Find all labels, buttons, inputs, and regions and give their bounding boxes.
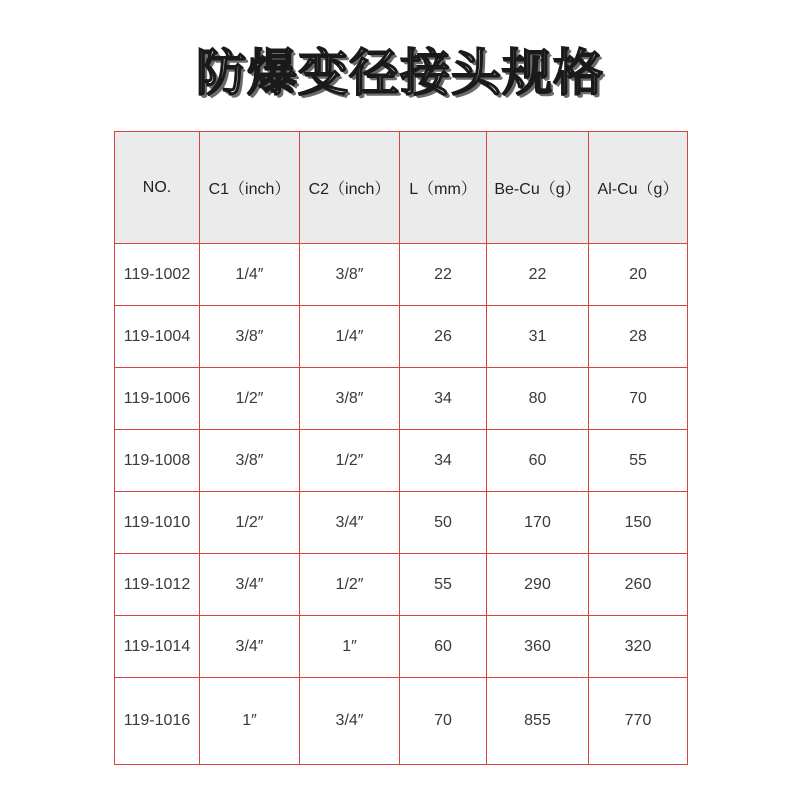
cell-c1: 1/4″ xyxy=(200,244,300,306)
cell-be-cu: 80 xyxy=(487,368,589,430)
cell-no: 119-1006 xyxy=(115,368,200,430)
cell-be-cu: 360 xyxy=(487,616,589,678)
cell-length: 34 xyxy=(400,368,487,430)
cell-al-cu: 150 xyxy=(589,492,688,554)
cell-c2: 3/4″ xyxy=(300,678,400,765)
cell-length: 70 xyxy=(400,678,487,765)
cell-al-cu: 20 xyxy=(589,244,688,306)
cell-length: 55 xyxy=(400,554,487,616)
table-row xyxy=(115,492,688,554)
table-header-row xyxy=(115,132,688,244)
table-row xyxy=(115,616,688,678)
spec-table xyxy=(114,131,688,765)
cell-no: 119-1014 xyxy=(115,616,200,678)
cell-c2: 1/2″ xyxy=(300,554,400,616)
header-length: L（mm） xyxy=(400,132,487,244)
header-no: NO. xyxy=(115,132,200,244)
cell-al-cu: 55 xyxy=(589,430,688,492)
cell-c1: 1/2″ xyxy=(200,368,300,430)
header-c2: C2（inch） xyxy=(300,132,400,244)
table-row xyxy=(115,244,688,306)
page-title: 防爆变径接头规格 xyxy=(196,44,604,102)
header-al-cu: Al-Cu（g） xyxy=(589,132,688,244)
cell-no: 119-1002 xyxy=(115,244,200,306)
cell-al-cu: 28 xyxy=(589,306,688,368)
table-row xyxy=(115,430,688,492)
cell-no: 119-1016 xyxy=(115,678,200,765)
cell-be-cu: 60 xyxy=(487,430,589,492)
cell-c1: 3/8″ xyxy=(200,430,300,492)
cell-c2: 1/2″ xyxy=(300,430,400,492)
cell-be-cu: 31 xyxy=(487,306,589,368)
cell-al-cu: 70 xyxy=(589,368,688,430)
cell-c2: 1/4″ xyxy=(300,306,400,368)
table-row xyxy=(115,554,688,616)
cell-c1: 1/2″ xyxy=(200,492,300,554)
cell-al-cu: 770 xyxy=(589,678,688,765)
cell-c2: 3/8″ xyxy=(300,368,400,430)
cell-al-cu: 260 xyxy=(589,554,688,616)
cell-length: 60 xyxy=(400,616,487,678)
cell-no: 119-1008 xyxy=(115,430,200,492)
table-row xyxy=(115,368,688,430)
cell-c1: 3/8″ xyxy=(200,306,300,368)
cell-length: 22 xyxy=(400,244,487,306)
cell-c1: 1″ xyxy=(200,678,300,765)
cell-length: 34 xyxy=(400,430,487,492)
cell-be-cu: 22 xyxy=(487,244,589,306)
cell-c2: 3/8″ xyxy=(300,244,400,306)
cell-al-cu: 320 xyxy=(589,616,688,678)
table-row xyxy=(115,306,688,368)
header-be-cu: Be-Cu（g） xyxy=(487,132,589,244)
cell-length: 26 xyxy=(400,306,487,368)
cell-length: 50 xyxy=(400,492,487,554)
cell-c2: 3/4″ xyxy=(300,492,400,554)
table-row xyxy=(115,678,688,765)
cell-no: 119-1004 xyxy=(115,306,200,368)
header-c1: C1（inch） xyxy=(200,132,300,244)
cell-be-cu: 855 xyxy=(487,678,589,765)
cell-be-cu: 290 xyxy=(487,554,589,616)
cell-c2: 1″ xyxy=(300,616,400,678)
cell-be-cu: 170 xyxy=(487,492,589,554)
cell-c1: 3/4″ xyxy=(200,554,300,616)
cell-no: 119-1012 xyxy=(115,554,200,616)
cell-no: 119-1010 xyxy=(115,492,200,554)
cell-c1: 3/4″ xyxy=(200,616,300,678)
